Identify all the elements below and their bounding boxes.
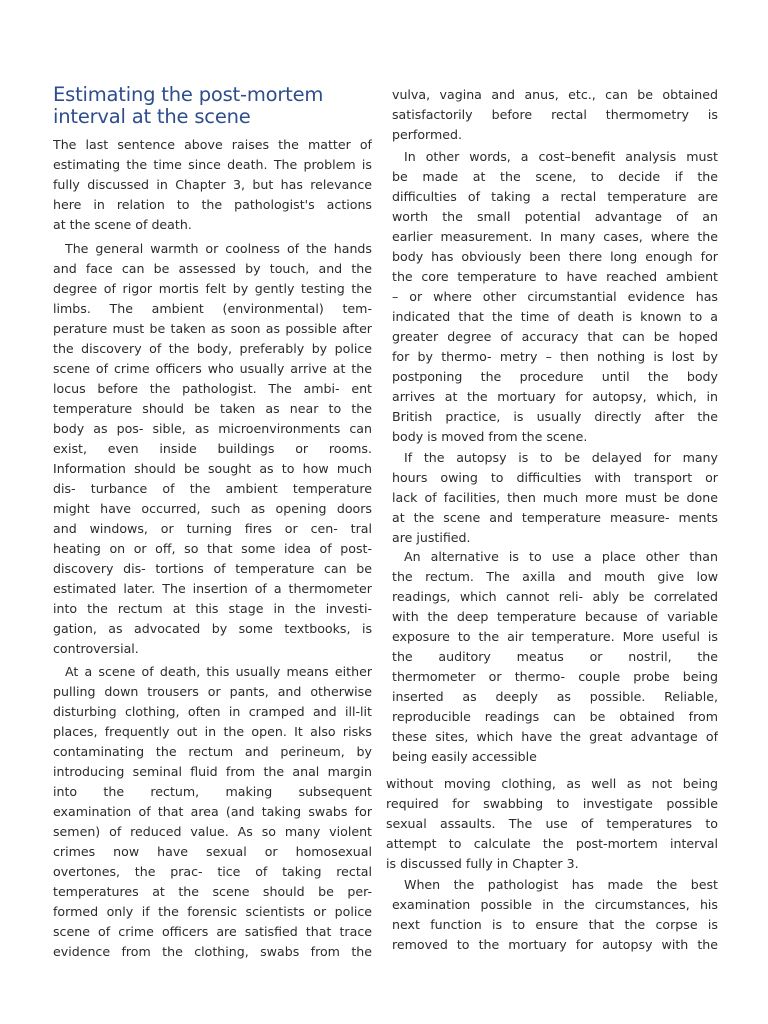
text-line: crimes now have sexual or homosexual	[53, 844, 372, 859]
text-line: into the rectum, making subsequent	[53, 784, 372, 799]
text-line: removed to the mortuary for autopsy with the	[392, 937, 718, 952]
text-line: dis- turbance of the ambient temperature	[53, 481, 372, 496]
section-heading	[53, 84, 323, 128]
text-line: reproducible readings can be obtained from	[392, 709, 718, 724]
paragraph	[392, 875, 718, 955]
text-line: fully discussed in Chapter 3, but has relevance	[53, 177, 372, 192]
text-line: performed.	[392, 127, 463, 142]
text-line: next function is to ensure that the corpse is	[392, 917, 718, 932]
text-line: be made at the scene, to decide if the	[392, 169, 718, 184]
text-line: limbs. The ambient (environmental) tem-	[53, 301, 372, 316]
text-line: exposure to the air temperature. More useful is	[392, 629, 718, 644]
text-line: is discussed fully in Chapter 3.	[386, 856, 579, 871]
text-line: here in relation to the pathologist's actions	[53, 197, 372, 212]
text-line: lack of facilities, then much more must be done	[392, 490, 718, 505]
text-line: In other words, a cost–benefit analysis must	[404, 149, 718, 164]
text-line: estimated later. The insertion of a thermometer	[53, 581, 372, 596]
text-line: body is moved from the scene.	[392, 429, 588, 444]
text-line: greater degree of accuracy that can be hoped	[392, 329, 718, 344]
text-line: scene of crime officers are satisfied that trace	[53, 924, 372, 939]
text-line: hours owing to difficulties with transport or	[392, 470, 718, 485]
text-line: without moving clothing, as well as not being	[386, 776, 718, 791]
paragraph	[392, 85, 718, 145]
text-line: The last sentence above raises the matter of	[53, 137, 372, 152]
text-line: semen) of reduced value. As so many violent	[53, 824, 372, 839]
text-line: for by thermo- metry – then nothing is lost by	[392, 349, 718, 364]
text-line: vulva, vagina and anus, etc., can be obtained	[392, 87, 718, 102]
text-line: the discovery of the body, preferably by police	[53, 341, 372, 356]
text-line: might have occurred, such as opening doors	[53, 501, 372, 516]
paragraph	[392, 547, 718, 767]
text-line: disturbing clothing, often in cramped and ill-lit	[53, 704, 372, 719]
text-line: An alternative is to use a place other than	[404, 549, 718, 564]
text-line: The general warmth or coolness of the hands	[65, 241, 372, 256]
text-line: pulling down trousers or pants, and otherwise	[53, 684, 372, 699]
text-line: heating on or off, so that some idea of post-	[53, 541, 372, 556]
text-line: evidence from the clothing, swabs from the	[53, 944, 372, 959]
text-line: and windows, or turning fires or cen- tral	[53, 521, 372, 536]
text-line: inserted as deeply as possible. Reliable,	[392, 689, 718, 704]
text-line: satisfactorily before rectal thermometry is	[392, 107, 718, 122]
text-line: examination of that area (and taking swabs for	[53, 804, 372, 819]
text-line: thermometer or thermo- couple probe being	[392, 669, 718, 684]
paragraph	[53, 239, 372, 659]
text-line: worth the small potential advantage of an	[392, 209, 718, 224]
text-line: estimating the time since death. The problem is	[53, 157, 372, 172]
text-line: degree of rigor mortis felt by gently testing the	[53, 281, 372, 296]
text-line: attempt to calculate the post-mortem interval	[386, 836, 718, 851]
paragraph	[386, 774, 718, 874]
paragraph	[392, 147, 718, 447]
text-line: examination possible in the circumstances, his	[392, 897, 718, 912]
text-line: the auditory meatus or nostril, the	[392, 649, 718, 664]
text-line: places, frequently out in the open. It also risks	[53, 724, 372, 739]
text-line: overtones, the prac- tice of taking rectal	[53, 864, 372, 879]
text-line: are justified.	[392, 530, 471, 545]
text-line: formed only if the forensic scientists or police	[53, 904, 372, 919]
text-line: and face can be assessed by touch, and the	[53, 261, 372, 276]
text-line: perature must be taken as soon as possible after	[53, 321, 372, 336]
text-line: postponing the procedure until the body	[392, 369, 718, 384]
text-line: with the deep temperature because of variable	[392, 609, 718, 624]
text-line: locus before the pathologist. The ambi- ent	[53, 381, 372, 396]
text-line: introducing seminal fluid from the anal margin	[53, 764, 372, 779]
text-line: contaminating the rectum and perineum, by	[53, 744, 372, 759]
text-line: Information should be sought as to how much	[53, 461, 372, 476]
text-line: at the scene of death.	[53, 217, 192, 232]
text-line: scene of crime officers who usually arrive at the	[53, 361, 372, 376]
text-line: body has obviously been there long enough for	[392, 249, 718, 264]
text-line: At a scene of death, this usually means either	[65, 664, 372, 679]
text-line: gation, as advocated by some textbooks, is	[53, 621, 372, 636]
text-line: the core temperature to have reached ambient	[392, 269, 718, 284]
text-line: indicated that the time of death is known to a	[392, 309, 718, 324]
text-line: earlier measurement. In many cases, where the	[392, 229, 718, 244]
text-line: If the autopsy is to be delayed for many	[404, 450, 718, 465]
text-line: being easily accessible	[392, 749, 537, 764]
section-heading-line: Estimating the post-mortem	[53, 83, 324, 106]
text-line: When the pathologist has made the best	[404, 877, 718, 892]
text-line: the rectum. The axilla and mouth give low	[392, 569, 718, 584]
text-line: British practice, is usually directly after the	[392, 409, 718, 424]
paragraph	[53, 135, 372, 235]
text-line: temperature should be taken as near to the	[53, 401, 372, 416]
text-line: readings, which cannot reli- ably be correlated	[392, 589, 718, 604]
text-line: difficulties of taking a rectal temperature are	[392, 189, 718, 204]
text-line: required for swabbing to investigate possible	[386, 796, 718, 811]
text-line: exist, even inside buildings or rooms.	[53, 441, 372, 456]
paragraph	[392, 448, 718, 548]
text-line: controversial.	[53, 641, 139, 656]
text-line: into the rectum at this stage in the investi-	[53, 601, 372, 616]
section-heading-line: interval at the scene	[53, 105, 251, 128]
text-line: – or where other circumstantial evidence has	[392, 289, 718, 304]
text-line: discovery dis- tortions of temperature can be	[53, 561, 372, 576]
text-line: temperatures at the scene should be per-	[53, 884, 372, 899]
text-line: body as pos- sible, as microenvironments can	[53, 421, 372, 436]
text-line: these sites, which have the great advantage of	[392, 729, 718, 744]
text-line: sexual assaults. The use of temperatures to	[386, 816, 718, 831]
paragraph	[53, 662, 372, 962]
text-line: at the scene and temperature measure- ments	[392, 510, 718, 525]
text-line: arrives at the mortuary for autopsy, which, in	[392, 389, 718, 404]
